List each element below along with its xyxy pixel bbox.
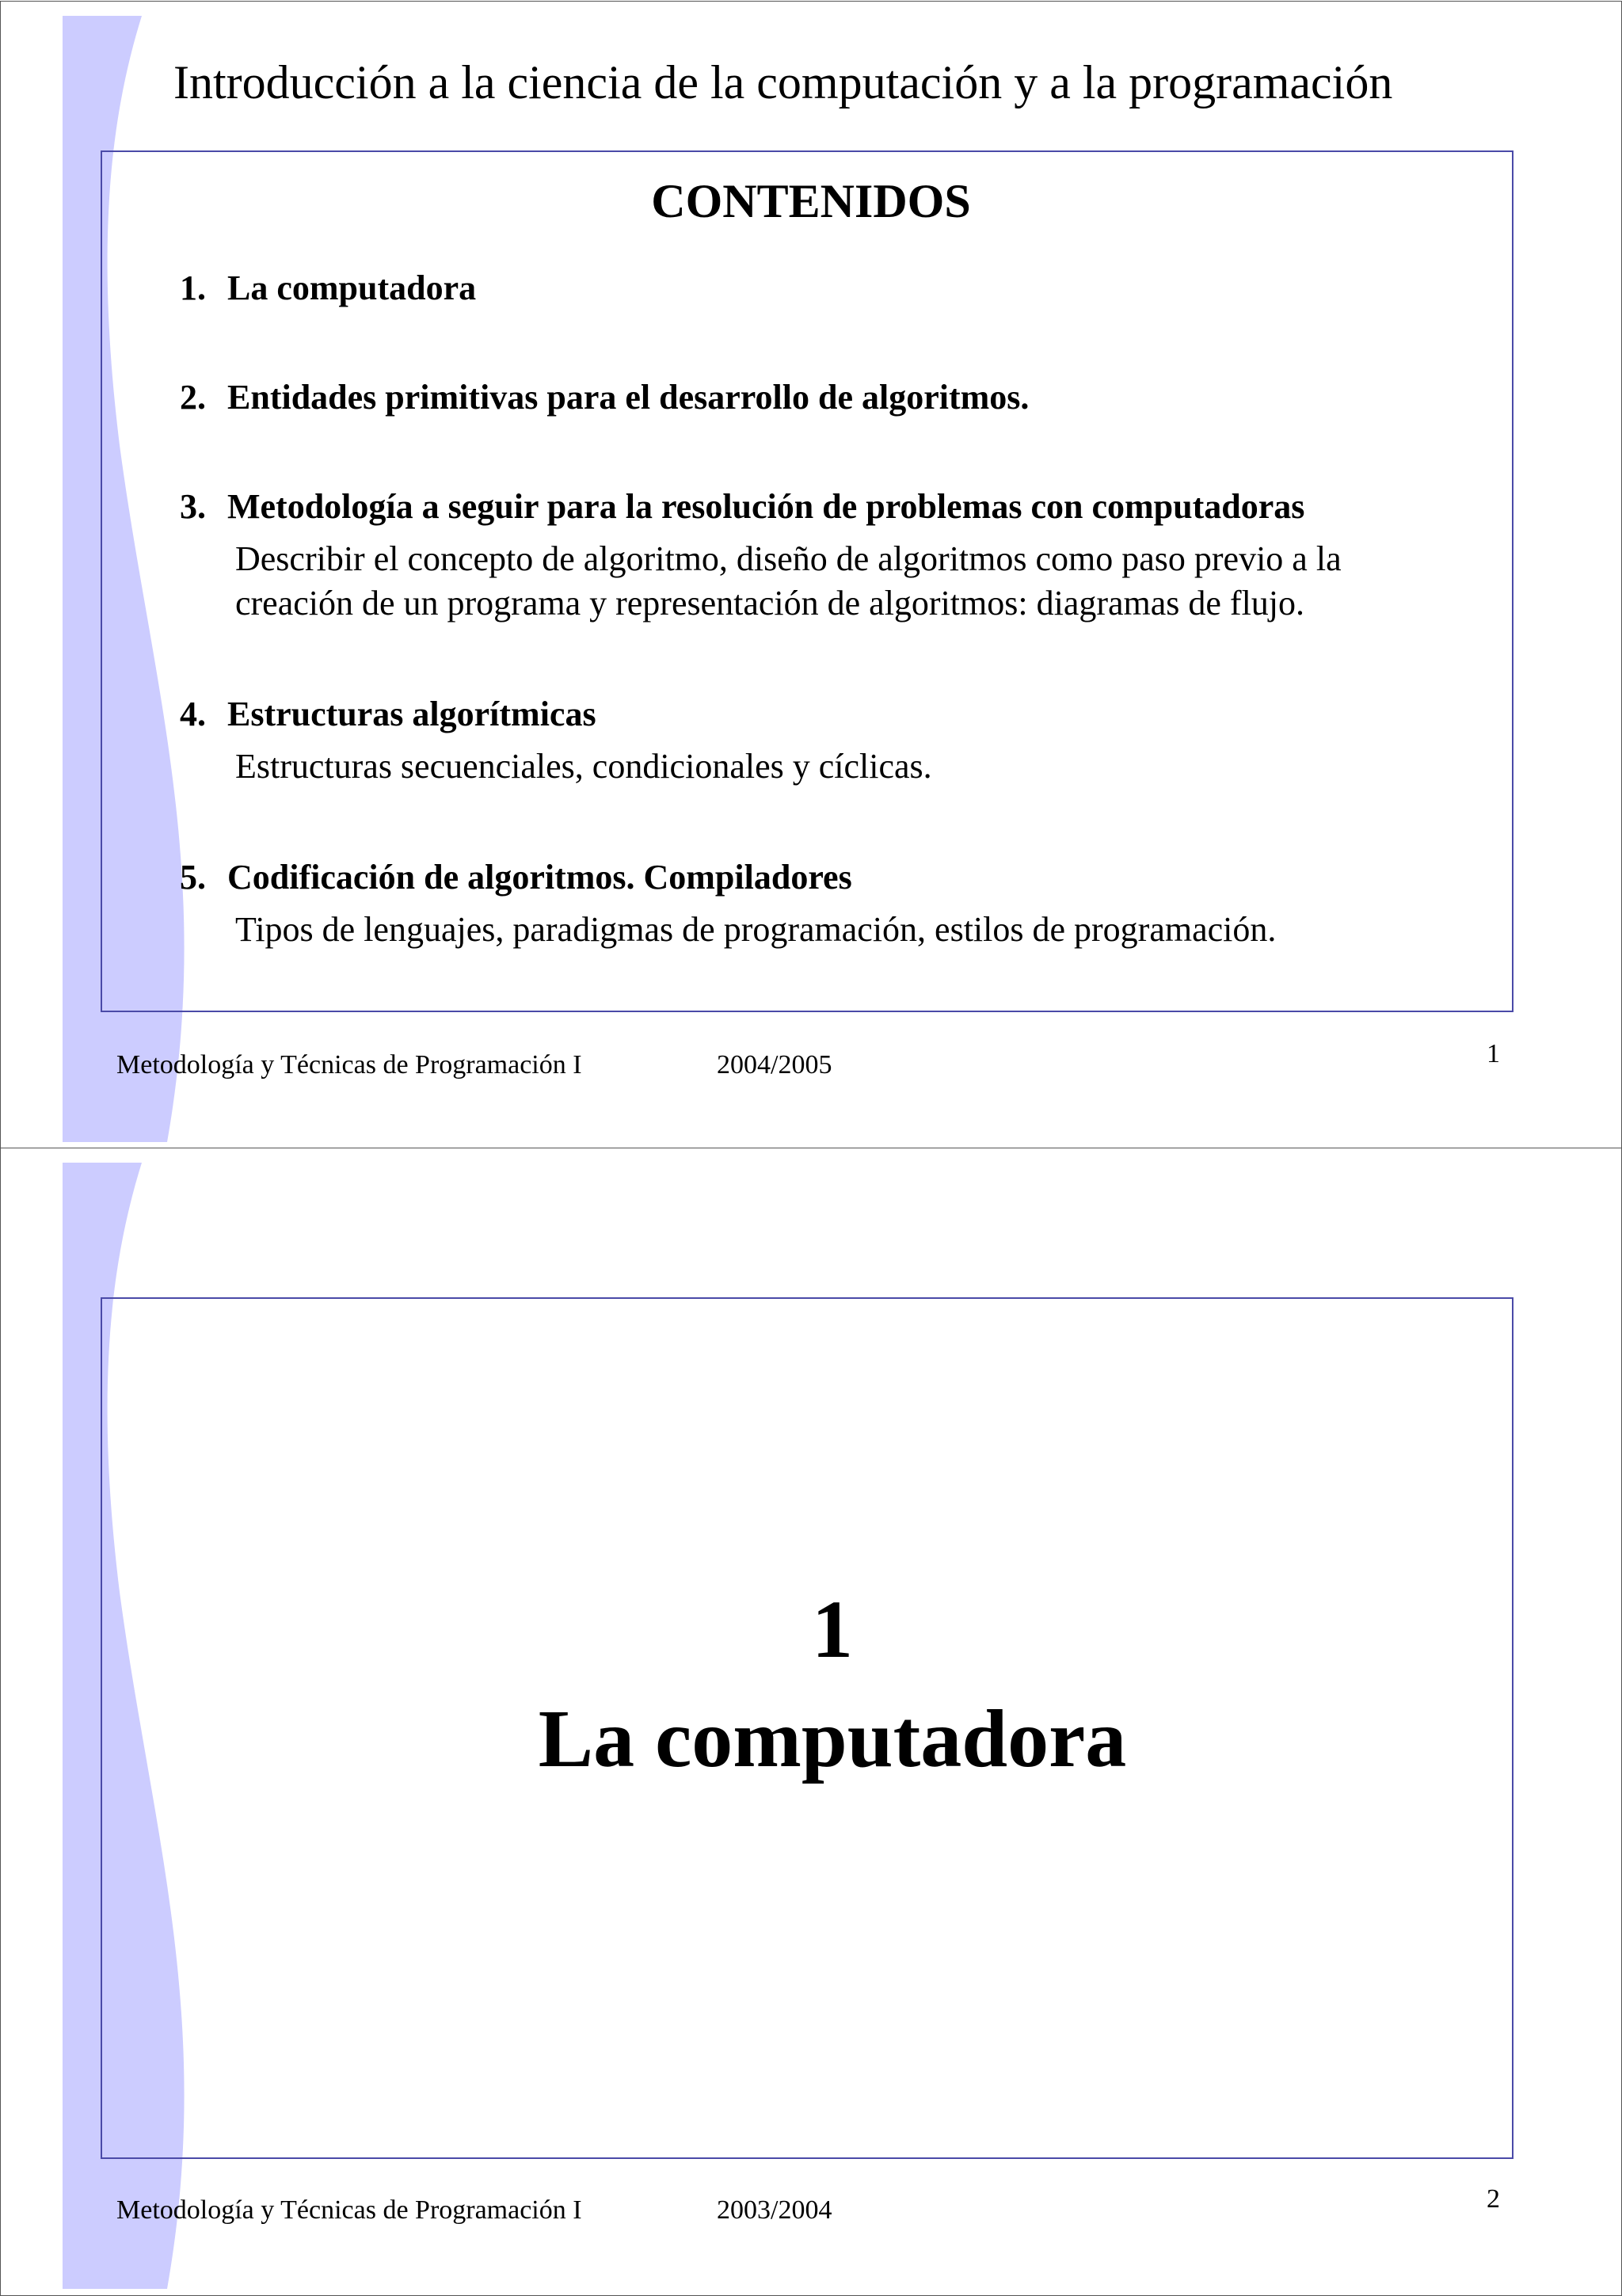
item-title: Entidades primitivas para el desarrollo de algoritmos. bbox=[227, 378, 1030, 417]
item-description: Tipos de lenguajes, paradigmas de programación, estilos de programación. bbox=[235, 910, 1277, 949]
page-number: 1 bbox=[1487, 1039, 1500, 1068]
item-title: Estructuras algorítmicas bbox=[227, 695, 596, 733]
item-title: Codificación de algoritmos. Compiladores bbox=[227, 858, 852, 897]
item-number: 4. bbox=[180, 695, 206, 733]
item-description: Describir el concepto de algoritmo, diseño de algoritmos como paso previo a la bbox=[235, 539, 1342, 578]
list-item bbox=[180, 377, 1029, 417]
list-item bbox=[180, 694, 596, 734]
item-number: 1. bbox=[180, 268, 206, 307]
footer-year: 2004/2005 bbox=[717, 1050, 832, 1079]
page-number: 2 bbox=[1487, 2184, 1500, 2214]
item-description: Estructuras secuenciales, condicionales y cíclicas. bbox=[235, 747, 932, 786]
footer-course: Metodología y Técnicas de Programación I bbox=[116, 1050, 582, 1079]
slide-1 bbox=[0, 1, 1622, 1149]
list-item bbox=[180, 857, 852, 897]
footer-course: Metodología y Técnicas de Programación I bbox=[116, 2195, 582, 2225]
item-title: La computadora bbox=[227, 268, 477, 307]
list-item bbox=[180, 268, 476, 308]
section-title: La computadora bbox=[538, 1693, 1127, 1784]
section-number: 1 bbox=[812, 1584, 853, 1675]
item-title: Metodología a seguir para la resolución de problemas con computadoras bbox=[227, 487, 1305, 526]
item-number: 3. bbox=[180, 487, 206, 526]
slide-2 bbox=[0, 1148, 1622, 2296]
item-number: 2. bbox=[180, 378, 206, 417]
item-description: creación de un programa y representación de algoritmos: diagramas de flujo. bbox=[235, 584, 1305, 623]
list-item bbox=[180, 486, 1304, 527]
slide-title: Introducción a la ciencia de la computación y a la programación bbox=[173, 56, 1393, 109]
item-number: 5. bbox=[180, 858, 206, 897]
footer-year: 2003/2004 bbox=[717, 2195, 832, 2225]
contents-heading: CONTENIDOS bbox=[651, 175, 971, 227]
